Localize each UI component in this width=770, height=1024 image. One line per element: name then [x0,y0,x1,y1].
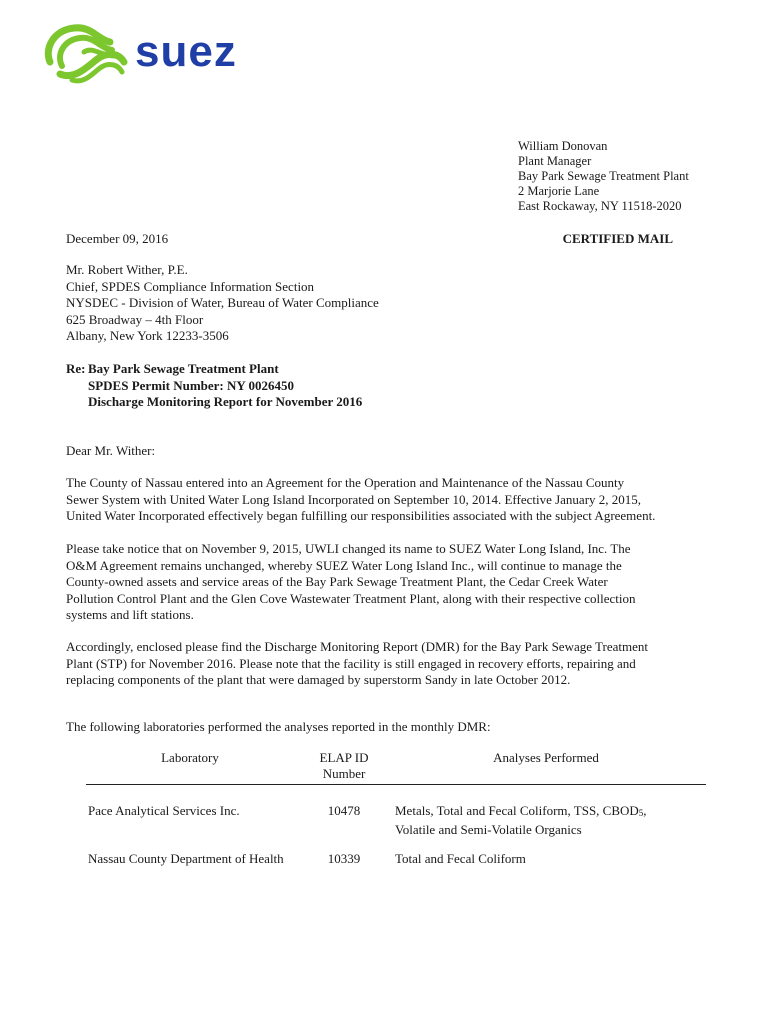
paragraph-line: Pollution Control Plant and the Glen Cove Wastewater Treatment Plant, along with their respective collection [66,590,636,606]
recipient-title: Chief, SPDES Compliance Information Section [66,278,315,294]
analyses-text: Metals, Total and Fecal Coliform, TSS, CBOD [395,803,639,818]
header-elap-line-1: ELAP ID [319,750,369,765]
paragraph-agreement [66,475,706,525]
cell-analyses [395,803,647,838]
cell-laboratory: Nassau County Department of Health [88,851,284,866]
paragraph-line: Sewer System with United Water Long Island Incorporated on September 10, 2014. Effective January 2, 2015, [66,491,642,507]
header-elap-line-2: Number [322,766,366,781]
header-divider [86,784,706,785]
subject-line-2: SPDES Permit Number: NY 0026450 [88,377,295,393]
paragraph-dmr-enclosed [66,639,706,689]
paragraph-line: systems and lift stations. [66,607,194,623]
subject-block [66,361,362,411]
suez-logo [40,22,260,84]
header-analyses: Analyses Performed [493,750,599,765]
paragraph-line: The following laboratories performed the analyses reported in the monthly DMR: [66,719,491,734]
recipient-street: 625 Broadway – 4th Floor [66,311,204,327]
subject-line-1: Bay Park Sewage Treatment Plant [88,361,279,376]
paragraph-line: Please take notice that on November 9, 2015, UWLI changed its name to SUEZ Water Long Island, Inc. The [66,541,631,556]
subject-label: Re: [66,361,86,376]
sender-name: William Donovan [518,139,608,153]
analyses-text-line-2: Volatile and Semi-Volatile Organics [395,821,582,837]
paragraph-line: Plant (STP) for November 2016. Please note that the facility is still engaged in recovery efforts, repairing and [66,655,636,671]
sender-title: Plant Manager [518,154,592,168]
paragraph-line: replacing components of the plant that were damaged by superstorm Sandy in late October 2012. [66,672,571,688]
cell-elap-id: 10339 [327,851,361,866]
analyses-subscript: 5 [638,808,644,818]
salutation: Dear Mr. Wither: [66,443,156,458]
paragraph-line: United Water Incorporated effectively began fulfilling our responsibilities associated with the subject Agreement. [66,508,656,524]
paragraph-laboratories-intro [66,719,706,736]
recipient-city: Albany, New York 12233-3506 [66,328,229,344]
sender-address [518,139,689,214]
subject-line-3: Discharge Monitoring Report for November 2016 [88,394,363,410]
paragraph-line: O&M Agreement remains unchanged, whereby SUEZ Water Long Island Inc., will continue to manage the [66,557,622,573]
cell-laboratory: Pace Analytical Services Inc. [88,803,240,818]
analyses-punct: , [643,803,647,818]
header-laboratory: Laboratory [161,750,219,765]
recipient-address [66,262,379,345]
header-elap-id [304,750,384,782]
sender-city: East Rockaway, NY 11518-2020 [518,199,682,213]
paragraph-line: Accordingly, enclosed please find the Discharge Monitoring Report (DMR) for the Bay Park Sewage Treatment [66,639,648,654]
cell-analyses: Total and Fecal Coliform [395,851,526,866]
suez-swirl-icon [40,22,132,84]
sender-facility: Bay Park Sewage Treatment Plant [518,169,689,183]
delivery-method: CERTIFIED MAIL [562,231,673,246]
suez-wordmark: suez [135,27,237,76]
cell-elap-id: 10478 [327,803,361,818]
paragraph-name-change [66,541,706,624]
recipient-name: Mr. Robert Wither, P.E. [66,262,188,277]
paragraph-line: County-owned assets and service areas of the Bay Park Sewage Treatment Plant, the Cedar Creek Water [66,574,608,590]
sender-street: 2 Marjorie Lane [518,184,600,198]
recipient-organization: NYSDEC - Division of Water, Bureau of Water Compliance [66,295,379,311]
paragraph-line: The County of Nassau entered into an Agreement for the Operation and Maintenance of the Nassau County [66,475,625,490]
letter-date: December 09, 2016 [66,231,169,246]
